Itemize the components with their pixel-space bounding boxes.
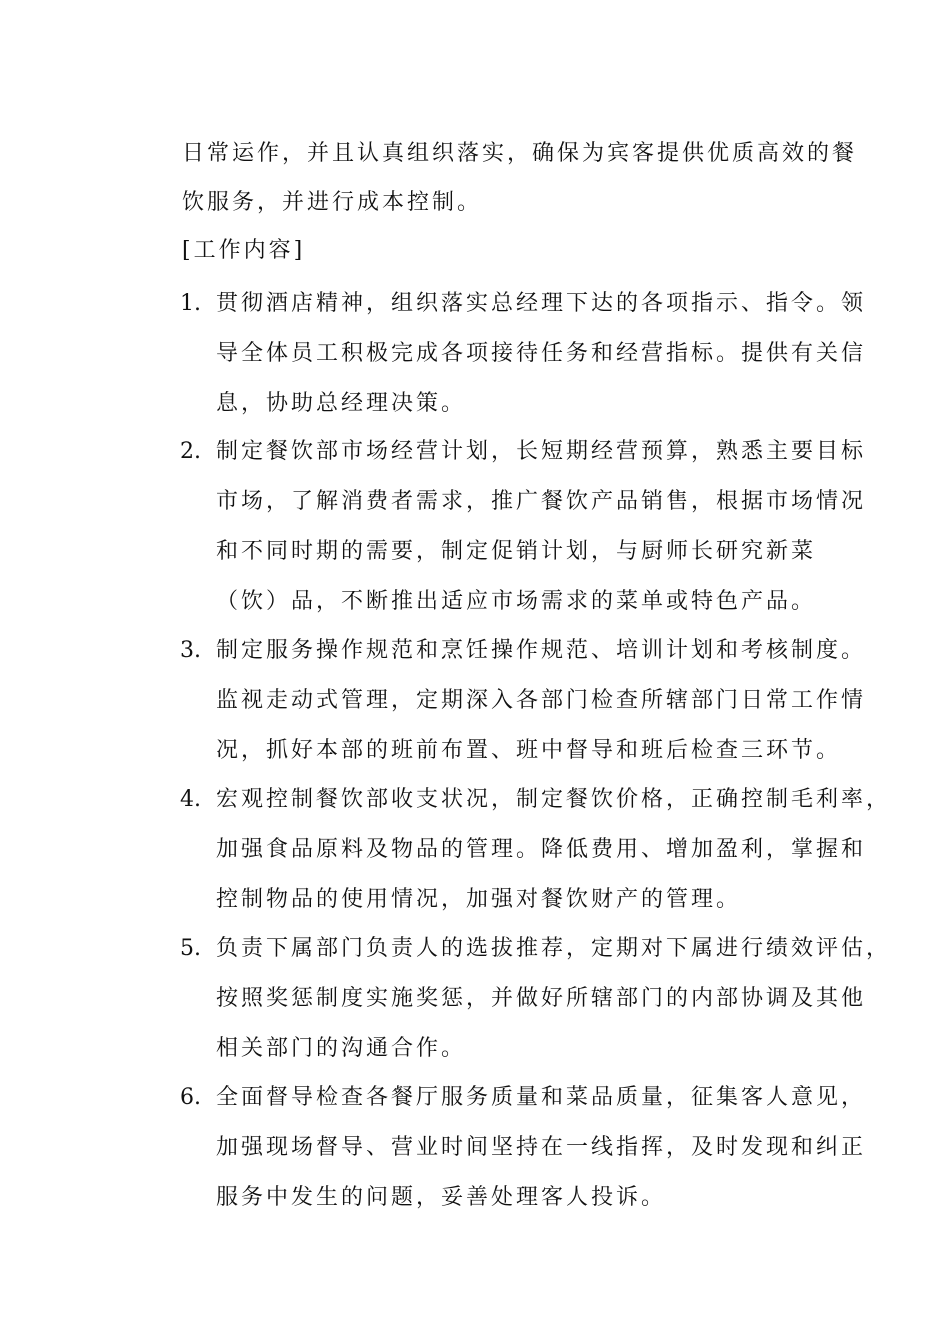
item-1-line-3: 息，协助总经理决策。 xyxy=(216,391,467,416)
intro-line-2: 饮服务，并进行成本控制。 xyxy=(182,190,483,215)
item-1-line-1: 贯彻酒店精神，组织落实总经理下达的各项指示、指令。领 xyxy=(216,291,867,316)
section-heading: [工作内容] xyxy=(182,238,306,263)
item-5-line-3: 相关部门的沟通合作。 xyxy=(216,1036,467,1061)
intro-line-1: 日常运作，并且认真组织落实，确保为宾客提供优质高效的餐 xyxy=(182,141,858,166)
item-4-line-2: 加强食品原料及物品的管理。降低费用、增加盈利，掌握和 xyxy=(216,837,867,862)
item-2-line-1: 制定餐饮部市场经营计划，长短期经营预算，熟悉主要目标 xyxy=(216,439,867,464)
item-5-number: 5. xyxy=(180,936,201,961)
item-3-line-3: 况，抓好本部的班前布置、班中督导和班后检查三环节。 xyxy=(216,738,842,763)
item-6-line-3: 服务中发生的问题，妥善处理客人投诉。 xyxy=(216,1185,667,1210)
item-3-line-2: 监视走动式管理，定期深入各部门检查所辖部门日常工作情 xyxy=(216,688,867,713)
item-2-number: 2. xyxy=(180,439,201,464)
item-6-number: 6. xyxy=(180,1085,201,1110)
item-5-line-1: 负责下属部门负责人的选拔推荐，定期对下属进行绩效评估， xyxy=(216,936,892,961)
item-4-line-3: 控制物品的使用情况，加强对餐饮财产的管理。 xyxy=(216,887,742,912)
item-3-line-1: 制定服务操作规范和烹饪操作规范、培训计划和考核制度。 xyxy=(216,638,867,663)
item-6-line-1: 全面督导检查各餐厅服务质量和菜品质量，征集客人意见， xyxy=(216,1085,867,1110)
item-5-line-2: 按照奖惩制度实施奖惩，并做好所辖部门的内部协调及其他 xyxy=(216,986,867,1011)
item-3-number: 3. xyxy=(180,638,201,663)
item-1-number: 1. xyxy=(180,291,201,316)
item-1-line-2: 导全体员工积极完成各项接待任务和经营指标。提供有关信 xyxy=(216,341,867,366)
item-4-line-1: 宏观控制餐饮部收支状况，制定餐饮价格，正确控制毛利率， xyxy=(216,787,892,812)
item-2-line-2: 市场，了解消费者需求，推广餐饮产品销售，根据市场情况 xyxy=(216,489,867,514)
item-4-number: 4. xyxy=(180,787,201,812)
item-6-line-2: 加强现场督导、营业时间坚持在一线指挥，及时发现和纠正 xyxy=(216,1135,867,1160)
item-2-line-4: （饮）品，不断推出适应市场需求的菜单或特色产品。 xyxy=(216,589,817,614)
item-2-line-3: 和不同时期的需要，制定促销计划，与厨师长研究新菜 xyxy=(216,539,817,564)
